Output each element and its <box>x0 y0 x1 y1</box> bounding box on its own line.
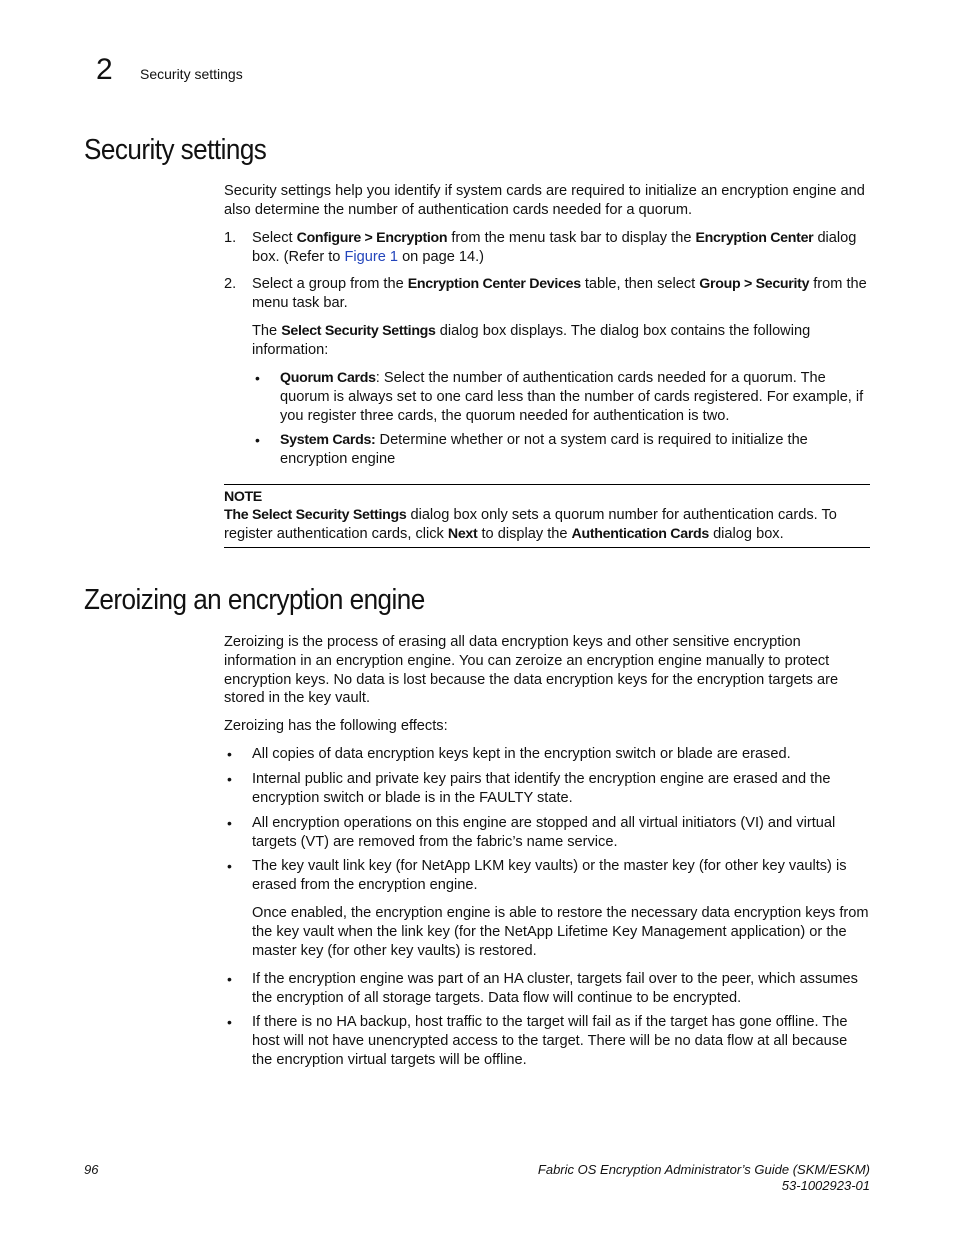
note-label: NOTE <box>224 489 262 505</box>
option-quorum-cards: Quorum Cards: Select the number of authentication cards needed for a quorum. The quorum is always set to one card less than the number of cards registered. For example, if you register three cards, the quorum needed for authentication is two. <box>280 370 864 424</box>
bullet-icon: • <box>227 746 232 762</box>
option-term: Quorum Cards <box>280 370 376 386</box>
menu-path-group-security: Group > Security <box>699 276 810 292</box>
option-term: System Cards: <box>280 432 376 448</box>
dialog-intro-text: The Select Security Settings dialog box displays. The dialog box contains the following information: <box>252 323 811 358</box>
step-1-text: Select Configure > Encryption from the menu task bar to display the Encryption Center dialog box. (Refer to Figure 1 on page 14.) <box>252 230 857 265</box>
note-text: The Select Security Settings dialog box only sets a quorum number for authentication cards. To register authentication cards, click Next to display the Authentication Cards dialog box. <box>224 507 837 542</box>
bullet-icon: • <box>227 815 232 831</box>
bullet-icon: • <box>255 432 260 448</box>
step-number: 2. <box>224 276 237 292</box>
dialog-name-encryption-center: Encryption Center <box>695 230 814 246</box>
effect-item: The key vault link key (for NetApp LKM key vaults) or the master key (for other key vaults) is erased from the encryption engine. <box>252 858 847 893</box>
bullet-icon: • <box>227 971 232 987</box>
section-heading-security-settings: Security settings <box>84 134 267 166</box>
bullet-icon: • <box>227 771 232 787</box>
chapter-number: 2 <box>96 53 113 86</box>
footer-doc-title: Fabric OS Encryption Administrator’s Guide (SKM/ESKM) <box>537 1162 870 1177</box>
bullet-icon: • <box>255 370 260 386</box>
menu-path-configure-encryption: Configure > Encryption <box>296 230 448 246</box>
zeroize-intro <box>224 633 870 708</box>
dialog-name-select-security-settings: Select Security Settings <box>281 323 436 339</box>
bullet-icon: • <box>227 858 232 874</box>
button-name-next: Next <box>447 525 478 542</box>
step-1 <box>252 229 870 267</box>
zeroize-intro-text: Zeroizing is the process of erasing all data encryption keys and other sensitive encryption information in an encryption engine. You can zeroize an encryption engine manually to protect encryption keys. No data is lost because the data encryption keys for the encryption targets are stored in the key vault. <box>224 634 839 707</box>
effect-item: All encryption operations on this engine are stopped and all virtual initiators (VI) and virtual targets (VT) are removed from the fabric’s name service. <box>252 815 836 850</box>
effects-lead: Zeroizing has the following effects: <box>224 718 448 734</box>
dialog-intro <box>252 322 870 360</box>
footer-doc-number: 53-1002923-01 <box>781 1178 870 1193</box>
table-name-encryption-center-devices: Encryption Center Devices <box>407 276 581 292</box>
option-system-cards: System Cards: Determine whether or not a system card is required to initialize the encryption engine <box>280 432 808 467</box>
step-2-text: Select a group from the Encryption Center Devices table, then select Group > Security from the menu task bar. <box>252 276 867 311</box>
effect-item: If there is no HA backup, host traffic to the target will fail as if the target has gone offline. The host will not have unencrypted access to the target. There will be no data flow at all because the encryption virtual targets will be offline. <box>252 1014 848 1068</box>
intro-paragraph <box>224 182 870 220</box>
bullet-icon: • <box>227 1014 232 1030</box>
note-box <box>224 488 870 544</box>
intro-text: Security settings help you identify if system cards are required to initialize an encryption engine and also determine the number of authentication cards needed for a quorum. <box>224 183 865 218</box>
page-number: 96 <box>84 1162 99 1177</box>
effect-item: If the encryption engine was part of an HA cluster, targets fail over to the peer, which assumes the encryption of all storage targets. Data flow will continue to be encrypted. <box>252 971 858 1006</box>
running-header: Security settings <box>140 66 243 82</box>
step-number: 1. <box>224 230 237 246</box>
section-heading-zeroizing: Zeroizing an encryption engine <box>84 584 425 616</box>
effect-item: All copies of data encryption keys kept in the encryption switch or blade are erased. <box>252 746 791 762</box>
dialog-name-authentication-cards: Authentication Cards <box>571 525 710 542</box>
effect-followup: Once enabled, the encryption engine is able to restore the necessary data encryption keys from the key vault when the link key (for the NetApp Lifetime Key Management application) or the master key (for other key vaults) is restored. <box>252 905 869 959</box>
figure-link[interactable]: Figure 1 <box>344 248 399 265</box>
note-top-rule <box>224 484 870 485</box>
note-bottom-rule <box>224 547 870 548</box>
effect-item: Internal public and private key pairs that identify the encryption engine are erased and the encryption switch or blade is in the FAULTY state. <box>252 771 831 806</box>
step-2 <box>252 275 870 313</box>
